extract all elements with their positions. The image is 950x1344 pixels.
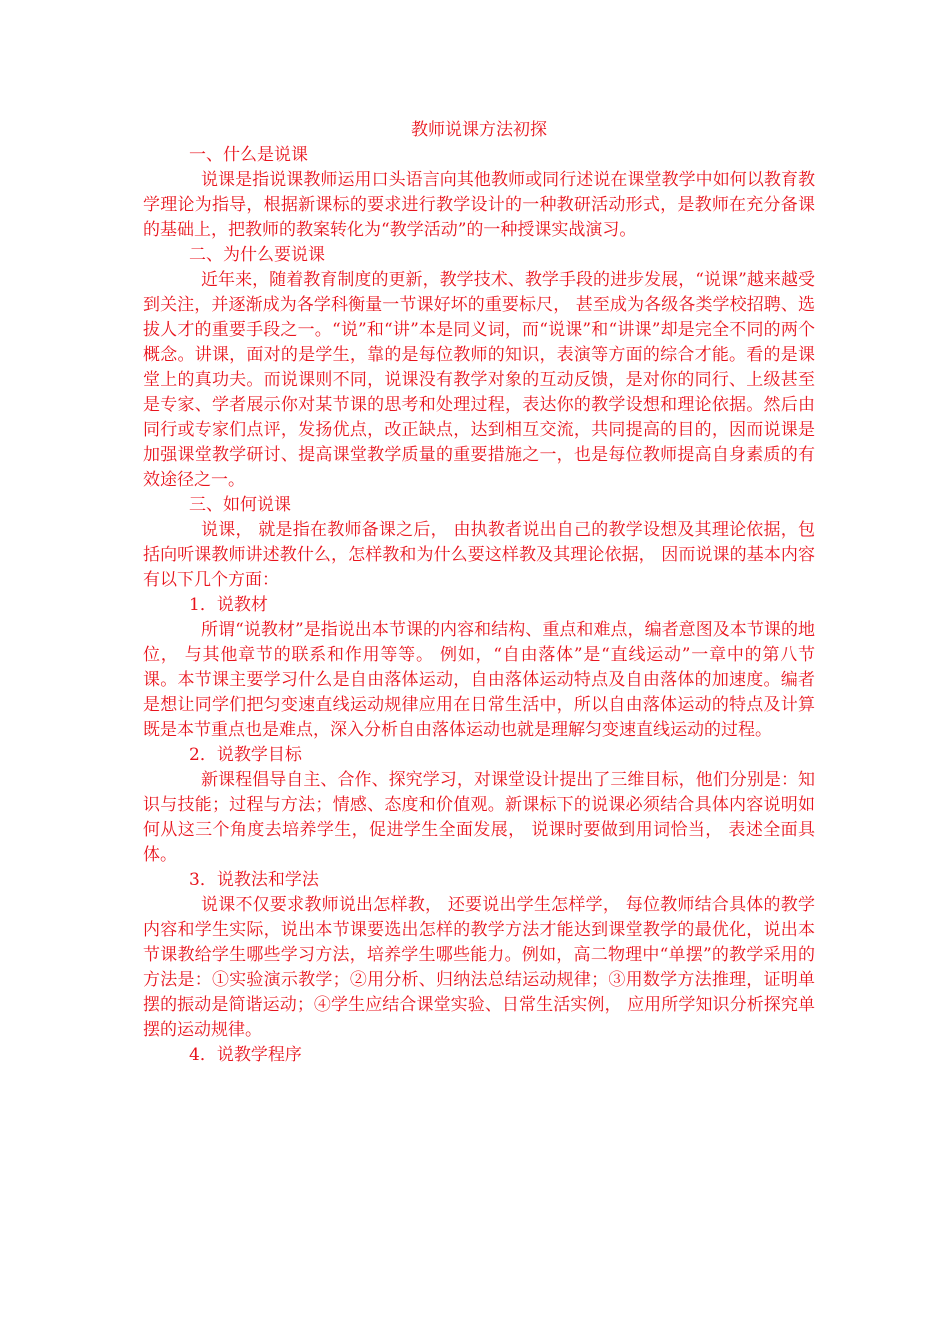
section-heading-2: 二、为什么要说课	[189, 245, 325, 265]
subsection-heading-1: 1．说教材	[189, 595, 268, 615]
paragraph-4: 所谓“说教材”是指说出本节课的内容和结构、重点和难点，编者意图及本节课的地位， 与其他章节的联系和作用等等。 例如，“自由落体”是“直线运动”一章中的第八节课。本节课主要学习什么是自由落体运动，自由落体运动特点及自由落体的加速度。编者是想让同学们把匀变速直线运动规律应用在日常生活中，所以自由落体运动的特点及计算既是本节重点也是难点，深入分析自由落体运动也就是理解匀变速直线运动的过程。	[143, 620, 815, 740]
paragraph-5: 新课程倡导自主、合作、探究学习，对课堂设计提出了三维目标，他们分别是：知识与技能；过程与方法；情感、态度和价值观。新课标下的说课必须结合具体内容说明如何从这三个角度去培养学生，促进学生全面发展， 说课时要做到用词恰当， 表述全面具体。	[143, 770, 815, 865]
subsection-heading-4: 4．说教学程序	[189, 1045, 302, 1065]
subsection-heading-2: 2．说教学目标	[189, 745, 302, 765]
document-title: 教师说课方法初探	[411, 120, 547, 140]
paragraph-6: 说课不仅要求教师说出怎样教， 还要说出学生怎样学， 每位教师结合具体的教学内容和学生实际，说出本节课要选出怎样的教学方法才能达到课堂教学的最优化，说出本节课教给学生哪些学习方法，培养学生哪些能力。例如，高二物理中“单摆”的教学采用的方法是：①实验演示教学；②用分析、归纳法总结运动规律；③用数学方法推理，证明单摆的振动是简谐运动；④学生应结合课堂实验、日常生活实例， 应用所学知识分析探究单摆的运动规律。	[143, 895, 815, 1040]
paragraph-3: 说课， 就是指在教师备课之后， 由执教者说出自己的教学设想及其理论依据，包括向听课教师讲述教什么，怎样教和为什么要这样教及其理论依据， 因而说课的基本内容有以下几个方面：	[143, 520, 815, 590]
section-heading-1: 一、什么是说课	[189, 145, 308, 165]
document-page	[143, 118, 815, 1068]
paragraph-2: 近年来，随着教育制度的更新，教学技术、教学手段的进步发展，“说课”越来越受到关注，并逐渐成为各学科衡量一节课好坏的重要标尺， 甚至成为各级各类学校招聘、选拔人才的重要手段之一。“说”和“讲”本是同义词，而“说课”和“讲课”却是完全不同的两个概念。讲课，面对的是学生，靠的是每位教师的知识，表演等方面的综合才能。看的是课堂上的真功夫。而说课则不同，说课没有教学对象的互动反馈，是对你的同行、上级甚至是专家、学者展示你对某节课的思考和处理过程，表达你的教学设想和理论依据。然后由同行或专家们点评，发扬优点，改正缺点，达到相互交流，共同提高的目的，因而说课是加强课堂教学研讨、提高课堂教学质量的重要措施之一，也是每位教师提高自身素质的有效途径之一。	[143, 270, 815, 490]
section-heading-3: 三、如何说课	[189, 495, 291, 515]
subsection-heading-3: 3．说教法和学法	[189, 870, 319, 890]
paragraph-1: 说课是指说课教师运用口头语言向其他教师或同行述说在课堂教学中如何以教育教学理论为指导，根据新课标的要求进行教学设计的一种教研活动形式，是教师在充分备课的基础上，把教师的教案转化为“教学活动”的一种授课实战演习。	[143, 170, 815, 240]
